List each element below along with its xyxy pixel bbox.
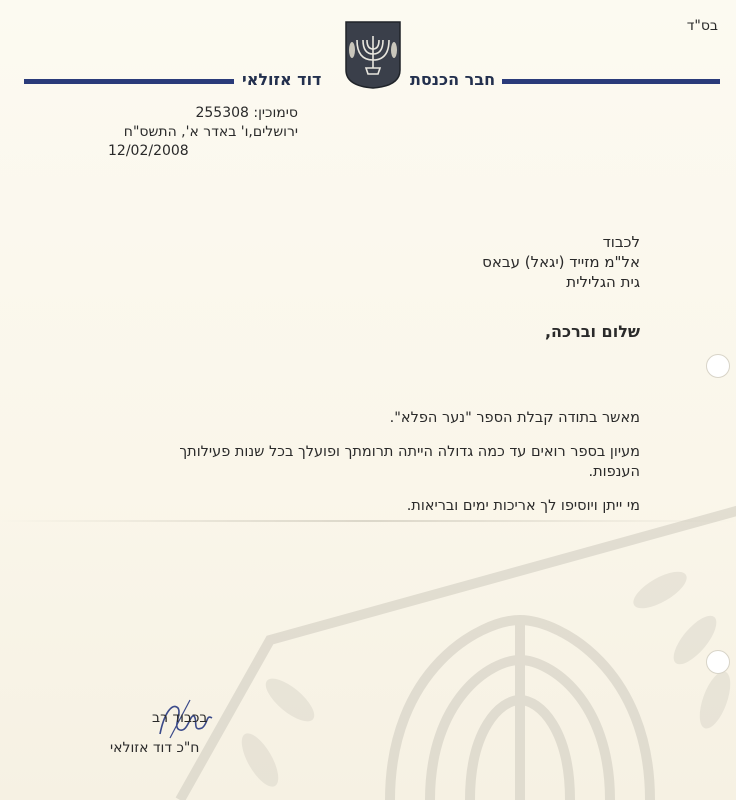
bsd-mark: בס"ד: [686, 18, 718, 34]
body-paragraph-1: מאשר בתודה קבלת הספר "נער הפלא".: [389, 410, 640, 426]
gregorian-date: 12/02/2008: [108, 143, 189, 159]
member-title: חבר הכנסת: [410, 70, 496, 89]
punch-hole-top: [706, 354, 730, 378]
header-rule-right: [502, 79, 720, 84]
hebrew-date: ירושלים,ו' באדר א', התשס"ח: [123, 124, 298, 140]
recipient-block: [482, 232, 640, 292]
punch-hole-bottom: [706, 650, 730, 674]
letter-body: [80, 408, 640, 530]
greeting: שלום וברכה,: [544, 322, 640, 341]
body-paragraph-3: מי ייתן ויוסיפו לך אריכות ימים ובריאות.: [406, 498, 640, 514]
recipient-name: אל"מ מזייד (יגאל) עבאס: [482, 253, 640, 271]
header-rule-left: [24, 79, 234, 84]
reference-number: סימוכין: 255308: [195, 105, 298, 121]
signer-name: ח"כ דוד אזולאי: [110, 740, 200, 756]
closing-regards: בכבוד רב: [152, 710, 208, 726]
menorah-emblem-icon: [344, 20, 402, 90]
body-paragraph-2-line-1: מעיון בספר רואים עד כמה גדולה הייתה תרומתך ופועלך בכל שנות פעילותך: [179, 444, 640, 460]
member-name: דוד אזולאי: [242, 70, 322, 89]
body-paragraph-2: [80, 442, 640, 482]
recipient-place: גית הגלילית: [566, 273, 640, 291]
reference-block: [108, 104, 298, 161]
body-paragraph-2-line-2: הענפות.: [588, 464, 640, 480]
recipient-salutation: לכבוד: [602, 233, 640, 251]
